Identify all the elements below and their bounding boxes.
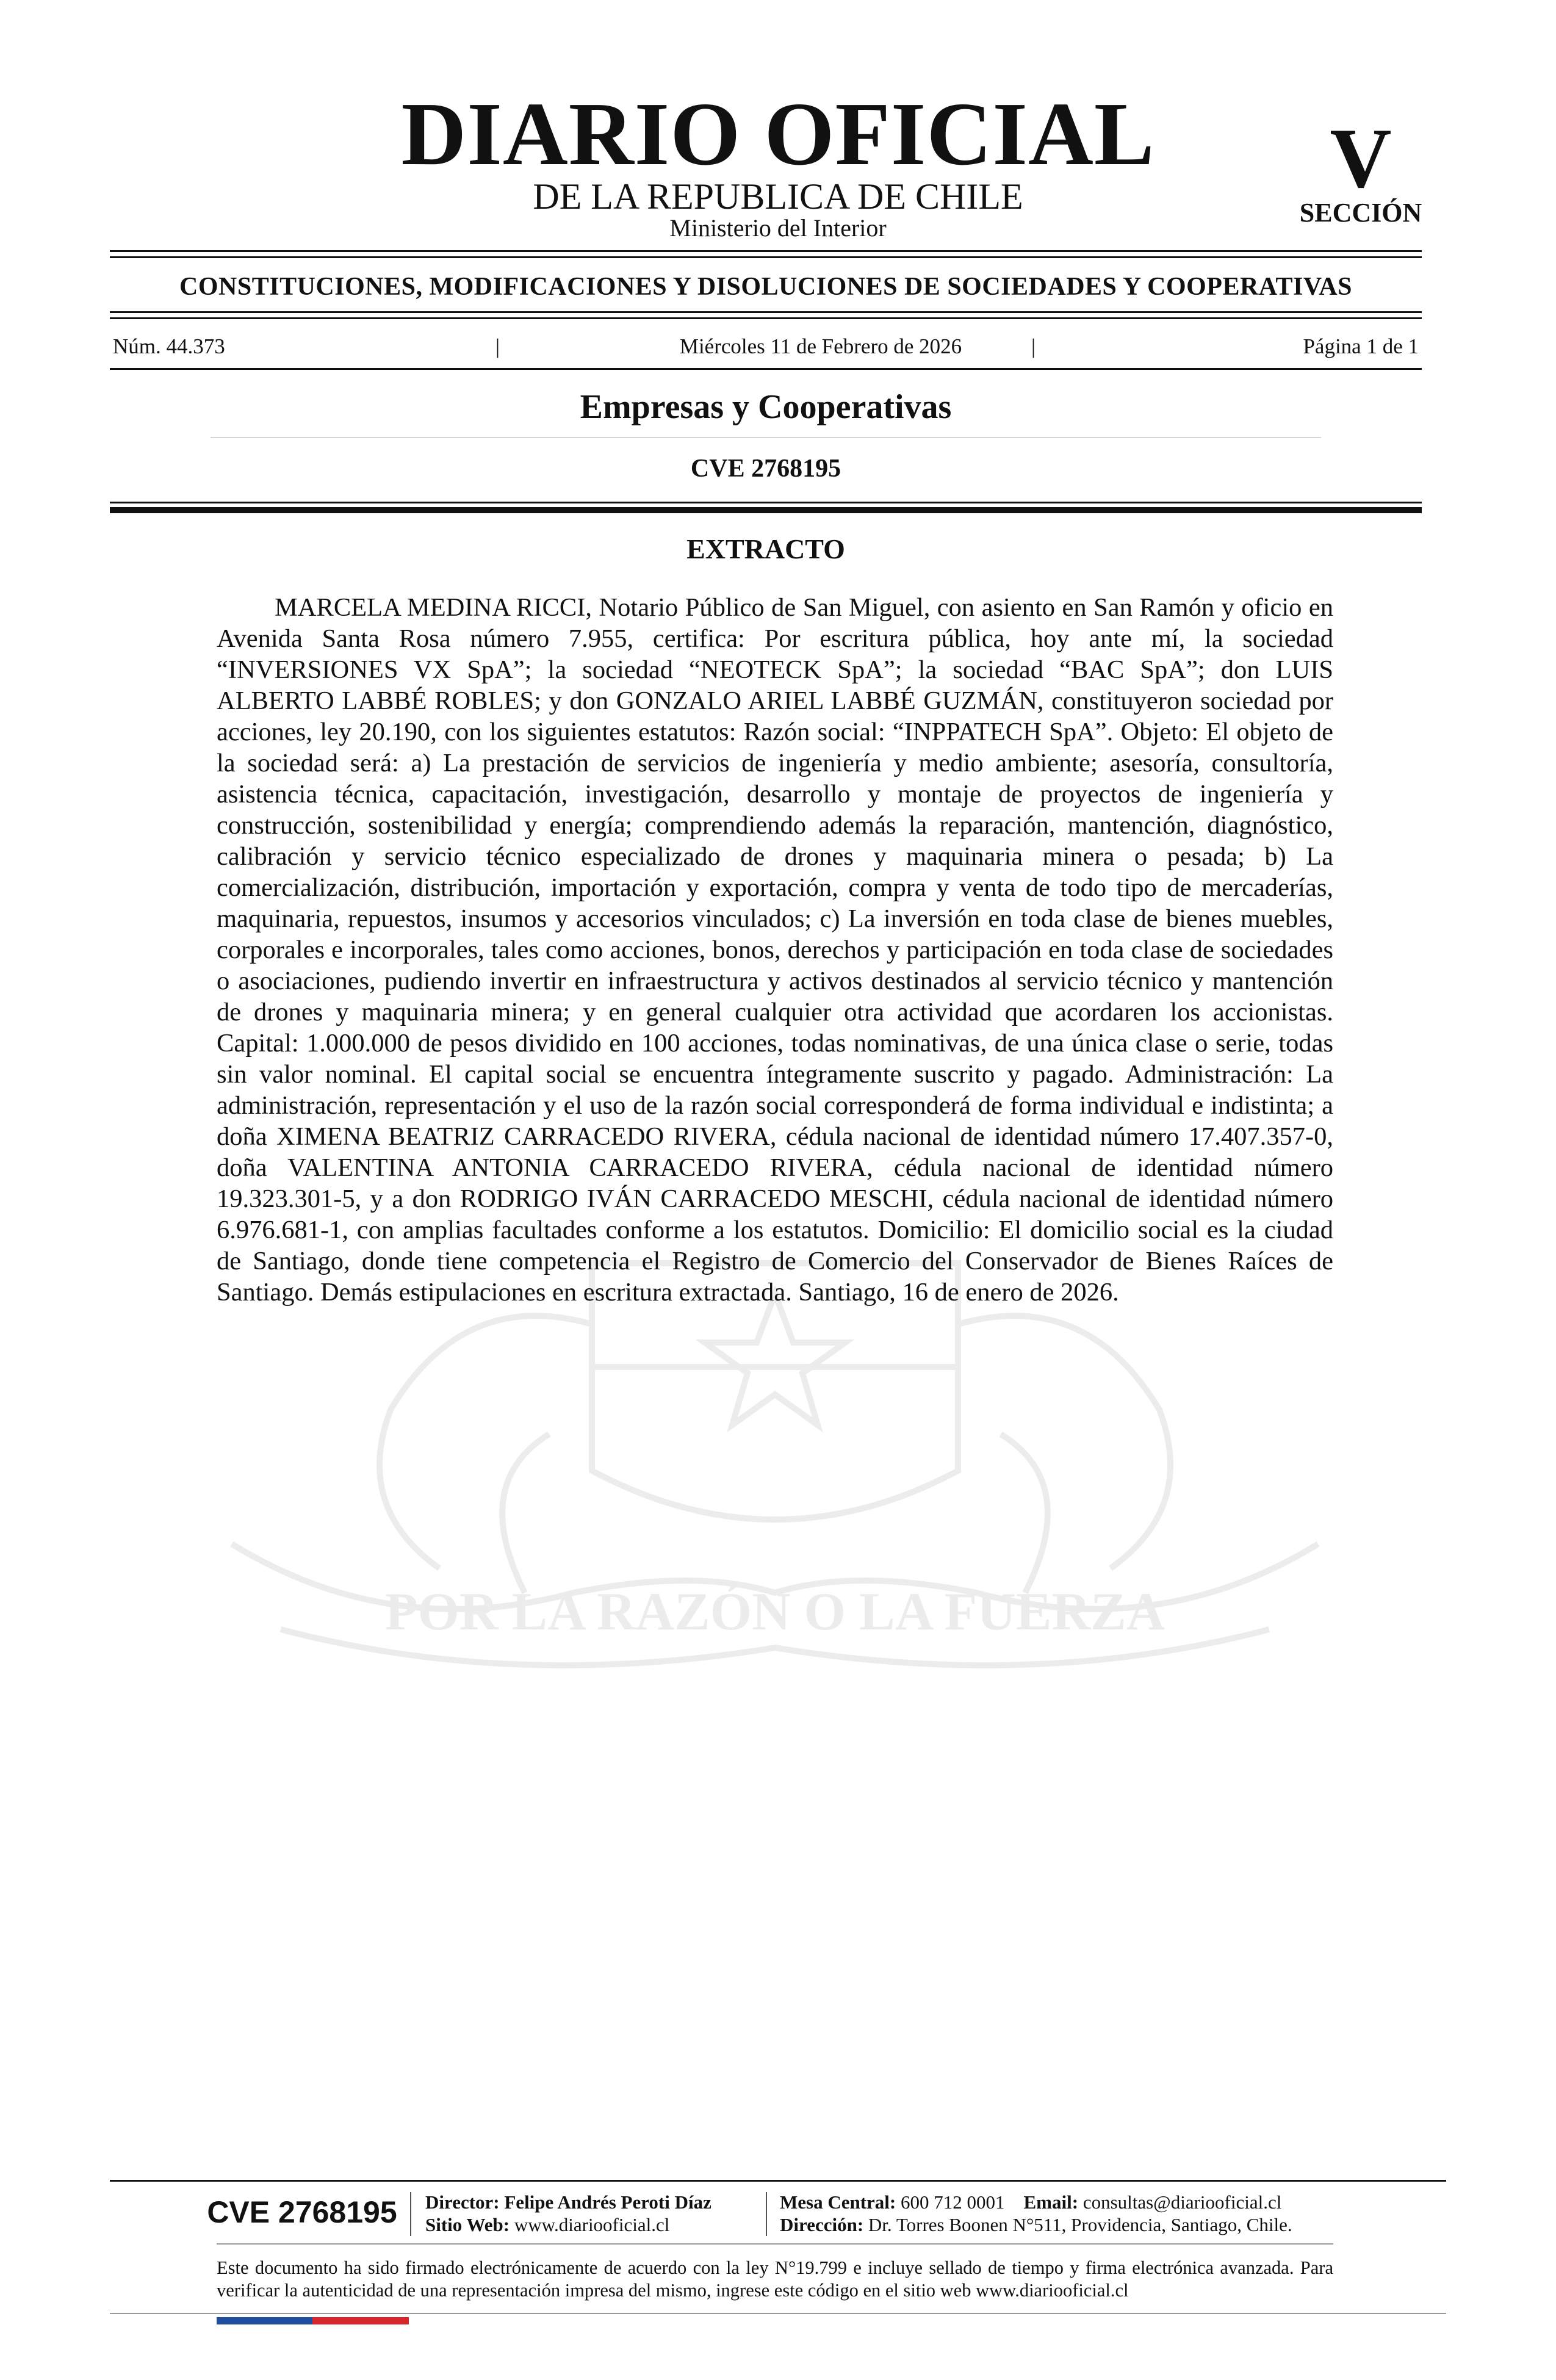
section-letter: V <box>1330 111 1392 206</box>
issue-page: Página 1 de 1 <box>1303 334 1419 358</box>
issue-separator: | <box>495 334 500 358</box>
masthead-rule-top <box>110 250 1422 252</box>
address-label: Dirección: <box>780 2214 864 2235</box>
footer-note-rule <box>217 2243 1333 2245</box>
footer-cve-code: CVE 2768195 <box>207 2195 397 2229</box>
section-rule-top <box>110 311 1422 313</box>
watermark-motto: POR LA RAZÓN O LA FUERZA <box>384 1582 1165 1642</box>
section-word: SECCIÓN <box>1299 198 1422 228</box>
flag-red-segment <box>312 2317 409 2324</box>
content-rule-thin <box>110 502 1422 503</box>
issue-number: Núm. 44.373 <box>113 334 225 358</box>
extract-body: MARCELA MEDINA RICCI, Notario Público de San Miguel, con asiento en San Ramón y oficio en Avenida Santa Rosa número 7.955, certifica: Por escritura pública, hoy ante mí, la sociedad “INVERSIONES VX SpA”; la sociedad “NEOTECK SpA”; la sociedad “BAC SpA”; don LUIS ALBERTO LABBÉ ROBLES; y don GONZALO ARIEL LABBÉ GUZMÁN, constituyeron sociedad por acciones, ley 20.190, con los siguientes estatutos: Razón social: “INPPATECH SpA”. Objeto: El objeto de la sociedad será: a) La prestación de servicios de ingeniería y medio ambiente; asesoría, consultoría, asistencia técnica, capacitación, investigación, desarrollo y montaje de proyectos de ingeniería y construcción, sostenibilidad y energía; comprendiendo además la reparación, mantención, diagnóstico, calibración y servicio técnico especializado de drones y maquinaria minera o pesada; b) La comercialización, distribución, importación y exportación, compra y venta de todo tipo de mercaderías, maquinaria, repuestos, insumos y accesorios vinculados; c) La inversión en toda clase de bienes muebles, corporales e incorporales, tales como acciones, bonos, derechos y participación en toda clase de sociedades o asociaciones, pudiendo invertir en infraestructura y activos destinados al servicio técnico y mantención de drones y maquinaria minera; y en general cualquier otra actividad que acordaren los accionistas. Capital: 1.000.000 de pesos dividido en 100 acciones, todas nominativas, de una única clase o serie, todas sin valor nominal. El capital social se encuentra íntegramente suscrito y pagado. Administración: La administración, representación y el uso de la razón social corresponderá de forma individual e indistinta; a doña XIMENA BEATRIZ CARRACEDO RIVERA, cédula nacional de identidad número 17.407.357-0, doña VALENTINA ANTONIA CARRACEDO RIVERA, cédula nacional de identidad número 19.323.301-5, y a don RODRIGO IVÁN CARRACEDO MESCHI, cédula nacional de identidad número 6.976.681-1, con amplias facultades conforme a los estatutos. Domicilio: El domicilio social es la ciudad de Santiago, donde tiene competencia el Registro de Comercio del Conservador de Bienes Raíces de Santiago. Demás estipulaciones en escritura extractada. Santiago, 16 de enero de 2026. <box>217 593 1333 1307</box>
email-link[interactable]: consultas@diariooficial.cl <box>1082 2191 1282 2213</box>
issue-rule <box>110 368 1422 370</box>
issue-date: Miércoles 11 de Febrero de 2026 <box>679 334 962 358</box>
footer-contact-block <box>780 2191 1292 2236</box>
footer-rule <box>110 2180 1446 2182</box>
coat-of-arms-icon <box>207 1251 1342 1690</box>
flag-blue-segment <box>217 2317 312 2324</box>
issue-separator: | <box>1031 334 1036 358</box>
cve-code: CVE 2768195 <box>690 455 841 483</box>
address-value: Dr. Torres Boonen N°511, Providencia, Santiago, Chile. <box>868 2214 1292 2235</box>
phone-label: Mesa Central: <box>780 2191 896 2213</box>
section-rule-bottom <box>110 317 1422 319</box>
phone-value: 600 712 0001 <box>901 2191 1005 2213</box>
director-name: Felipe Andrés Peroti Díaz <box>504 2191 711 2213</box>
director-label: Director: <box>425 2191 500 2213</box>
category-title: Empresas y Cooperativas <box>580 388 952 426</box>
email-label: Email: <box>1023 2191 1079 2213</box>
footer-bottom-rule <box>110 2313 1446 2314</box>
masthead-rule-bottom <box>110 256 1422 258</box>
footer-divider <box>410 2192 411 2236</box>
issue-row <box>113 331 1419 362</box>
extract-heading: EXTRACTO <box>686 533 845 564</box>
website-link[interactable]: www.diariooficial.cl <box>514 2214 670 2235</box>
content-rule-thick <box>110 507 1422 513</box>
masthead-ministry: Ministerio del Interior <box>669 214 887 242</box>
category-rule <box>211 437 1321 438</box>
footer-divider <box>766 2192 767 2236</box>
website-label: Sitio Web: <box>425 2214 510 2235</box>
section-title: CONSTITUCIONES, MODIFICACIONES Y DISOLUCIONES DE SOCIEDADES Y COOPERATIVAS <box>179 273 1352 301</box>
footer-legal-note: Este documento ha sido firmado electrónicamente de acuerdo con la ley N°19.799 e incluye sellado de tiempo y firma electrónica avanzada. Para verificar la autenticidad de una representación impresa del mismo, ingrese este código en el sitio web www.diariooficial.cl <box>217 2257 1333 2301</box>
masthead-subtitle: DE LA REPUBLICA DE CHILE <box>533 176 1023 217</box>
flag-stripe <box>217 2317 409 2324</box>
masthead-title: DIARIO OFICIAL <box>401 84 1155 184</box>
footer-director-block <box>425 2191 711 2236</box>
